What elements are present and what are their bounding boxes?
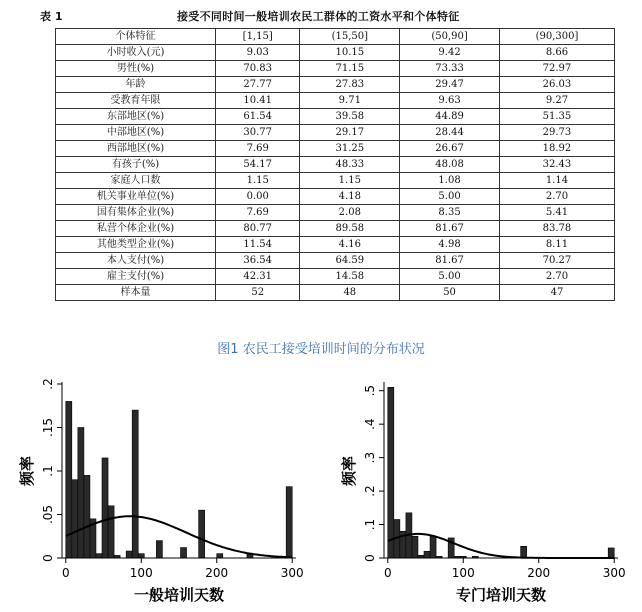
row-label: 样本量 [56,285,216,301]
row-label: 机关事业单位(%) [56,189,216,205]
table-cell: 54.17 [216,157,300,173]
x-tick-label: 0 [61,566,70,580]
y-tick-label: .4 [363,418,377,430]
table-row [56,93,615,109]
y-axis-label: 频率 [18,455,36,487]
x-tick-label: 100 [129,566,153,580]
table-cell: 9.27 [499,93,614,109]
row-label: 有孩子(%) [56,157,216,173]
y-tick-label: .1 [363,518,377,531]
table-cell: 1.14 [499,173,614,189]
table-cell: 83.78 [499,221,614,237]
table-title: 接受不同时间一般培训农民工群体的工资水平和个体特征 [177,10,460,23]
table-cell: 50 [400,285,500,301]
table-cell: 4.98 [400,237,500,253]
table-row [56,125,615,141]
histogram-bar [78,428,84,559]
table-row [56,157,615,173]
table-cell: 44.89 [400,109,500,125]
table-cell: 0.00 [216,189,300,205]
row-label: 国有集体企业(%) [56,205,216,221]
histogram-bar [521,546,527,558]
x-tick-label: 300 [280,566,304,580]
table-cell: 2.70 [499,269,614,285]
row-label: 中部地区(%) [56,125,216,141]
table-cell: 81.67 [400,253,500,269]
table-cell: 52 [216,285,300,301]
table-header-row [56,29,615,45]
table-cell: 5.41 [499,205,614,221]
y-tick-label: .05 [41,504,55,525]
histogram-bar [102,458,108,558]
x-tick-label: 200 [205,566,229,580]
table-row [56,269,615,285]
table-cell: 64.59 [300,253,400,269]
row-label: 年龄 [56,77,216,93]
table-cell: 71.15 [300,61,400,77]
histogram-bar [126,551,132,558]
table-cell: 8.11 [499,237,614,253]
table-cell: 36.54 [216,253,300,269]
table-cell: 14.58 [300,269,400,285]
histogram-bar [608,548,614,558]
table-cell: 1.15 [216,173,300,189]
histogram-bar [132,410,138,558]
table-cell: 48 [300,285,400,301]
table-row [56,77,615,93]
table-cell: 61.54 [216,109,300,125]
row-label: 西部地区(%) [56,141,216,157]
table-cell: 9.03 [216,45,300,61]
table-cell: 30.77 [216,125,300,141]
table-cell: 11.54 [216,237,300,253]
histogram-bar [199,510,205,558]
table-cell: 8.66 [499,45,614,61]
histogram-bar [430,536,436,558]
table-cell: 27.83 [300,77,400,93]
table-cell: 18.92 [499,141,614,157]
table-row [56,237,615,253]
y-tick-label: .5 [363,384,377,397]
table-row [56,189,615,205]
table-header [22,8,622,26]
table-cell: 1.15 [300,173,400,189]
table-cell: 7.69 [216,205,300,221]
special-training-histogram [322,372,642,612]
characteristics-table [55,28,615,301]
histogram-bar [388,387,394,558]
table-cell: 10.41 [216,93,300,109]
table-cell: 10.15 [300,45,400,61]
row-label: 雇主支付(%) [56,269,216,285]
table-cell: 4.18 [300,189,400,205]
y-tick-label: .3 [363,451,377,464]
table-cell: 5.00 [400,189,500,205]
table-row [56,109,615,125]
table-row [56,253,615,269]
histogram-bar [72,480,78,558]
column-header: (15,50] [300,29,400,45]
x-tick-label: 300 [602,566,626,580]
table-cell: 2.08 [300,205,400,221]
table-cell: 29.47 [400,77,500,93]
table-cell: 4.16 [300,237,400,253]
figure-title: 图1 农民工接受培训时间的分布状况 [217,342,425,357]
histogram-bar [181,548,187,558]
table-cell: 48.08 [400,157,500,173]
x-axis-label: 专门培训天数 [455,586,547,604]
table-row [56,285,615,301]
histogram-bar [424,551,430,558]
table-cell: 39.58 [300,109,400,125]
table-cell: 2.70 [499,189,614,205]
row-label: 男性(%) [56,61,216,77]
general-training-histogram [0,372,320,612]
y-tick-label: .15 [41,417,55,438]
table-cell: 8.35 [400,205,500,221]
table-row [56,221,615,237]
y-tick-label: .2 [41,378,55,390]
table-cell: 29.73 [499,125,614,141]
column-header: [1,15] [216,29,300,45]
table-cell: 81.67 [400,221,500,237]
row-label: 其他类型企业(%) [56,237,216,253]
histogram-bar [286,487,292,558]
table-cell: 7.69 [216,141,300,157]
histogram-bar [138,554,144,558]
table-cell: 48.33 [300,157,400,173]
table-cell: 70.27 [499,253,614,269]
y-tick-label: 0 [41,554,55,562]
histogram-bar [217,554,223,558]
table-cell: 47 [499,285,614,301]
table-cell: 9.42 [400,45,500,61]
table-cell: 42.31 [216,269,300,285]
column-header: (90,300] [499,29,614,45]
histogram-bar [84,475,90,558]
table-label: 表 1 [40,10,63,23]
y-tick-label: .1 [41,465,55,477]
table-cell: 32.43 [499,157,614,173]
table-cell: 51.35 [499,109,614,125]
table-cell: 31.25 [300,141,400,157]
row-label: 受教育年限 [56,93,216,109]
table-cell: 27.77 [216,77,300,93]
histogram-bar [412,536,418,558]
table-row [56,141,615,157]
y-tick-label: 0 [363,554,377,562]
table-row [56,173,615,189]
table-cell: 73.33 [400,61,500,77]
table-cell: 80.77 [216,221,300,237]
x-tick-label: 0 [383,566,392,580]
table-cell: 29.17 [300,125,400,141]
column-header: (50,90] [400,29,500,45]
y-tick-label: .2 [363,485,377,497]
histogram-bar [108,506,114,558]
table-cell: 70.83 [216,61,300,77]
table-cell: 26.03 [499,77,614,93]
table-cell: 72.97 [499,61,614,77]
table-cell: 26.67 [400,141,500,157]
table-cell: 5.00 [400,269,500,285]
row-label: 小时收入(元) [56,45,216,61]
table-row [56,61,615,77]
row-label: 本人支付(%) [56,253,216,269]
x-tick-label: 100 [451,566,475,580]
table-cell: 28.44 [400,125,500,141]
column-header: 个体特征 [56,29,216,45]
x-tick-label: 200 [527,566,551,580]
table-row [56,205,615,221]
histogram-bar [156,541,162,558]
table-row [56,45,615,61]
table-cell: 9.71 [300,93,400,109]
table-cell: 1.08 [400,173,500,189]
row-label: 私营个体企业(%) [56,221,216,237]
x-axis-label: 一般培训天数 [133,586,225,604]
table-cell: 89.58 [300,221,400,237]
row-label: 东部地区(%) [56,109,216,125]
y-axis-label: 频率 [340,455,358,487]
histogram-bar [96,554,102,558]
table-cell: 9.63 [400,93,500,109]
density-curve [388,534,614,558]
density-curve [66,516,292,557]
row-label: 家庭人口数 [56,173,216,189]
